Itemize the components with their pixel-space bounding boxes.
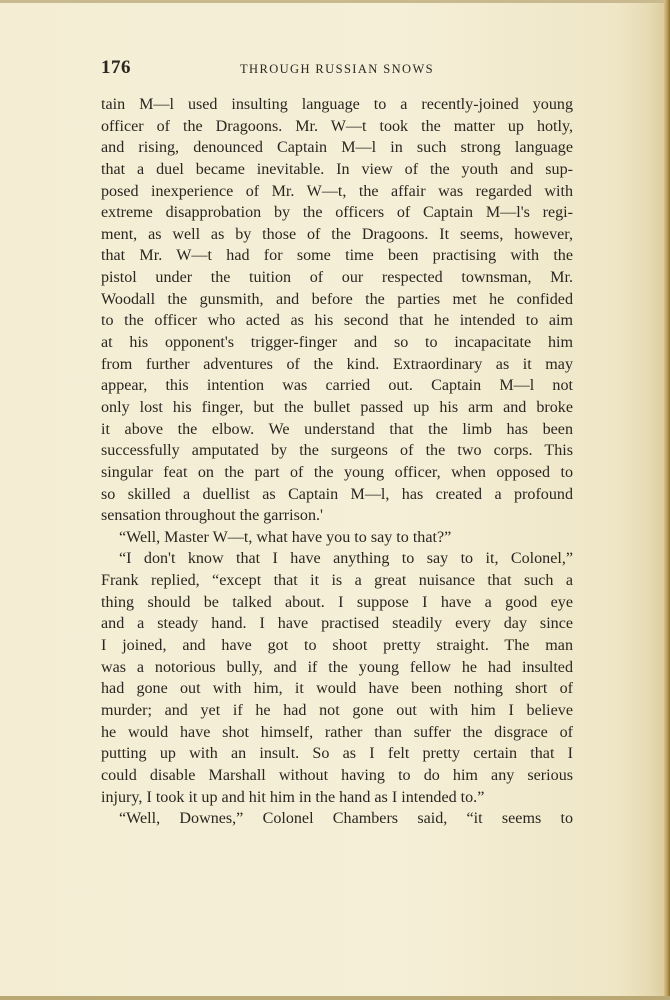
page-number: 176 [101,57,131,78]
text-line: from further adventures of the kind. Extraordinary as it may [101,355,573,373]
text-line: to the officer who acted as his second that he intended to aim [101,312,573,330]
text-line: could disable Marshall without having to do him any serious [101,766,573,784]
text-line: was a notorious bully, and if the young fellow he had insulted [101,658,573,676]
text-line: I joined, and have got to shoot pretty straight. The man [101,637,573,655]
text-line: “Well, Master W—t, what have you to say to that?” [119,528,452,546]
text-line: appear, this intention was carried out. Captain M—l not [101,377,573,395]
text-line: officer of the Dragoons. Mr. W—t took the matter up hotly, [101,117,573,135]
text-line: successfully amputated by the surgeons of the two corps. This [101,442,573,460]
top-edge [0,0,670,3]
text-line: sensation throughout the garrison.' [101,507,323,525]
text-line: only lost his finger, but the bullet passed up his arm and broke [101,398,573,416]
text-line: murder; and yet if he had not gone out with him I believe [101,701,573,719]
page-edge-shadow [664,0,670,1000]
text-line: he would have shot himself, rather than suffer the disgrace of [101,723,573,741]
text-line: “I don't know that I have anything to say to it, Colonel,” [119,550,573,568]
text-line: that a duel became inevitable. In view of the youth and sup- [101,160,573,178]
running-head: THROUGH RUSSIAN SNOWS [240,62,434,76]
text-line: ment, as well as by those of the Dragoons. It seems, however, [101,225,573,243]
text-line: singular feat on the part of the young officer, when opposed to [101,463,573,481]
text-line: Woodall the gunsmith, and before the parties met he confided [101,290,573,308]
text-line: tain M—l used insulting language to a recently-joined young [101,96,573,113]
text-line: at his opponent's trigger-finger and so to incapacitate him [101,334,573,352]
page-header [101,57,573,83]
text-line: extreme disapprobation by the officers of Captain M—l's regi- [101,204,573,222]
text-line: so skilled a duellist as Captain M—l, has created a profound [101,485,573,503]
text-line: posed inexperience of Mr. W—t, the affair was regarded with [101,182,573,200]
text-line: and rising, denounced Captain M—l in such strong language [101,139,573,157]
text-line: injury, I took it up and hit him in the hand as I intended to.” [101,788,485,806]
text-line: putting up with an insult. So as I felt pretty certain that I [101,745,573,763]
text-line: that Mr. W—t had for some time been practising with the [101,247,573,265]
text-line: thing should be talked about. I suppose I have a good eye [101,593,573,611]
text-line: “Well, Downes,” Colonel Chambers said, “it seems to [119,810,573,828]
text-line: and a steady hand. I have practised steadily every day since [101,615,573,633]
text-line: pistol under the tuition of our respected townsman, Mr. [101,269,573,287]
text-line: Frank replied, “except that it is a great nuisance that such a [101,572,573,590]
body-text [101,94,573,830]
bottom-edge [0,996,670,1000]
text-line: had gone out with him, it would have been nothing short of [101,680,573,698]
text-line: it above the elbow. We understand that the limb has been [101,420,573,438]
